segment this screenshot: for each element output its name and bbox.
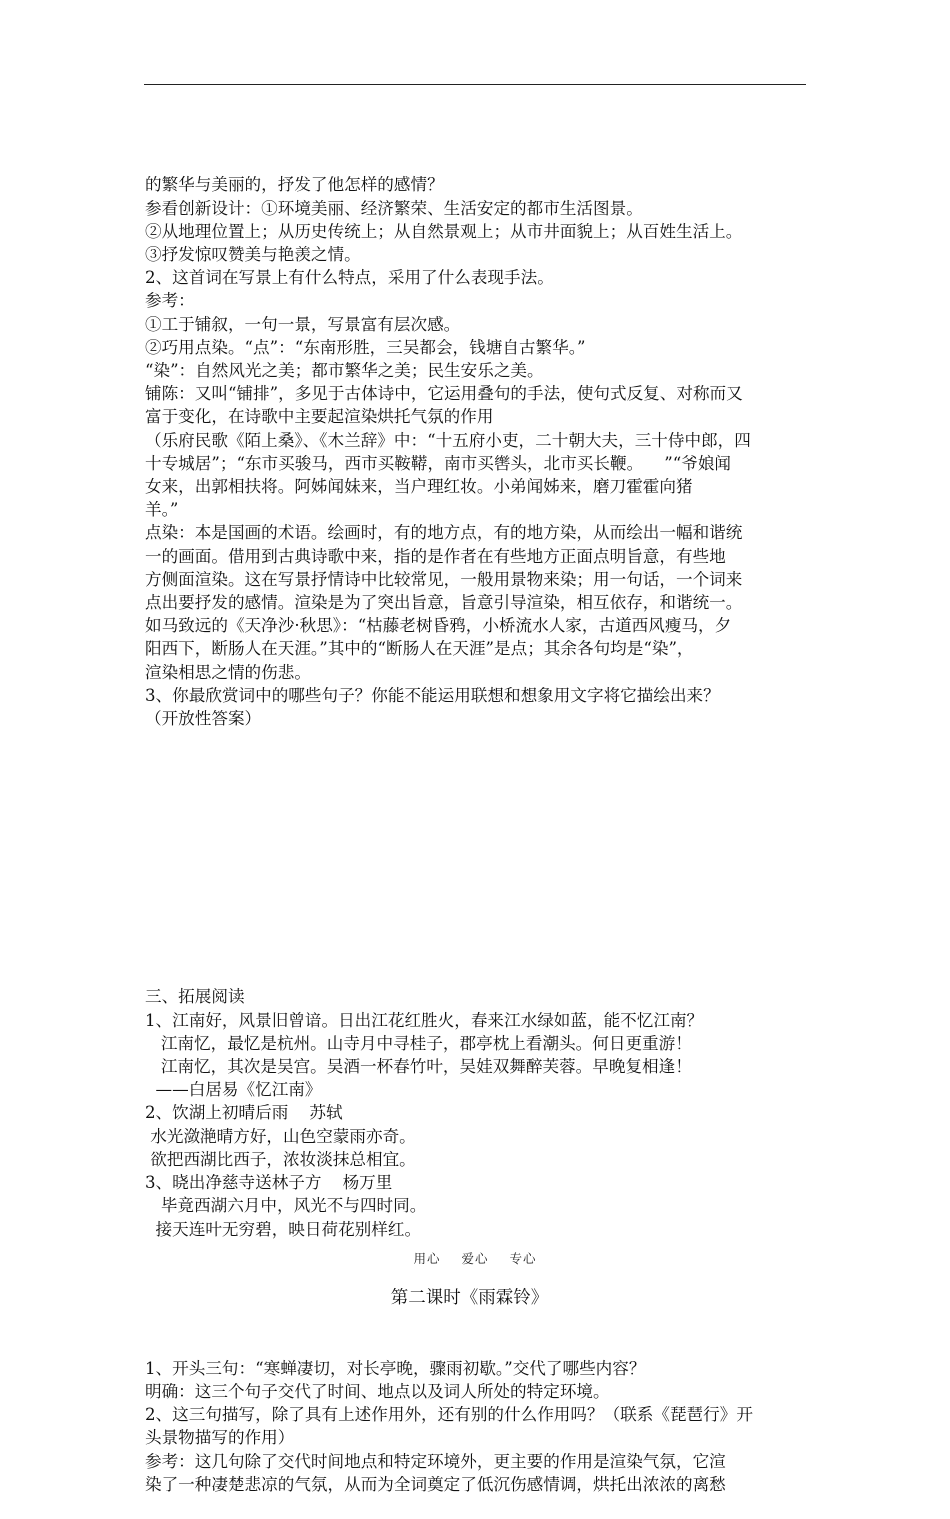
section-analysis xyxy=(145,173,810,730)
text-line: （开放性答案） xyxy=(145,709,262,729)
text-line: 羊。” xyxy=(145,500,179,520)
text-line: 染了一种凄楚悲凉的气氛，从而为全词奠定了低沉伤感情调，烘托出浓浓的离愁 xyxy=(145,1474,726,1494)
header-rule xyxy=(144,84,806,85)
text-line: 2、这首词在写景上有什么特点，采用了什么表现手法。 xyxy=(145,268,554,288)
text-line: 铺陈：又叫“铺排”，多见于古体诗中，它运用叠句的手法，使句式反复、对称而又 xyxy=(145,384,743,404)
text-line: 如马致远的《天净沙·秋思》：“枯藤老树昏鸦，小桥流水人家，古道西风瘦马，夕 xyxy=(145,616,732,636)
text-line: “染”：自然风光之美；都市繁华之美；民生安乐之美。 xyxy=(145,361,544,381)
text-line: 女来，出郭相扶将。阿姊闻妹来，当户理红妆。小弟闻姊来，磨刀霍霍向猪 xyxy=(145,477,693,497)
blank-line xyxy=(145,916,810,939)
text-line: 头景物描写的作用） xyxy=(145,1428,295,1448)
text-line: 接天连叶无穷碧，映日荷花别样红。 xyxy=(145,1219,422,1239)
text-line: 参看创新设计：①环境美丽、经济繁荣、生活安定的都市生活图景。 xyxy=(145,198,643,218)
text-line: 江南忆，其次是吴宫。吴酒一杯春竹叶，吴娃双舞醉芙蓉。早晚复相逢！ xyxy=(145,1057,692,1077)
text-line: 欲把西湖比西子，浓妆淡抹总相宜。 xyxy=(145,1149,416,1169)
text-line: 2、这三句描写，除了具有上述作用外，还有别的什么作用吗？（联系《琵琶行》开 xyxy=(145,1405,753,1425)
blank-line xyxy=(145,846,810,869)
text-line: 方侧面渲染。这在写景抒情诗中比较常见，一般用景物来染；用一句话，一个词来 xyxy=(145,569,743,589)
text-line: 点出要抒发的感情。渲染是为了突出旨意，旨意引导渲染，相互依存，和谐统一。 xyxy=(145,593,743,613)
text-line: 阳西下，断肠人在天涯。”其中的“断肠人在天涯”是点；其余各句均是“染”， xyxy=(145,639,694,659)
blank-line xyxy=(145,777,810,800)
text-line: 1、开头三句：“寒蝉凄切，对长亭晚，骤雨初歇。”交代了哪些内容？ xyxy=(145,1358,646,1378)
text-line: 3、晓出净慈寺送林子方 杨万里 xyxy=(145,1173,393,1193)
text-line: 2、饮湖上初晴后雨 苏轼 xyxy=(145,1103,343,1123)
text-line: 的繁华与美丽的，抒发了他怎样的感情？ xyxy=(145,175,444,195)
text-line: 参考：这几句除了交代时间地点和特定环境外，更主要的作用是渲染气氛，它渲 xyxy=(145,1451,726,1471)
lesson-title: 第二课时《雨霖铃》 xyxy=(390,1288,549,1309)
text-line: 十专城居”；“东市买骏马，西市买鞍鞯，南市买辔头，北市买长鞭。 ”“爷娘闻 xyxy=(145,453,732,473)
text-line: 三、拓展阅读 xyxy=(145,987,245,1007)
text-line: 水光潋滟晴方好，山色空蒙雨亦奇。 xyxy=(145,1126,416,1146)
text-line: （乐府民歌《陌上桑》、《木兰辞》中：“十五府小吏，二十朝大夫，三十侍中郎，四 xyxy=(145,430,751,450)
text-line: ①工于铺叙，一句一景，写景富有层次感。 xyxy=(145,314,461,334)
text-line: 点染：本是国画的术语。绘画时，有的地方点，有的地方染，从而绘出一幅和谐统 xyxy=(145,523,743,543)
document-body xyxy=(145,127,810,1519)
text-line: 富于变化，在诗歌中主要起渲染烘托气氛的作用 xyxy=(145,407,494,427)
page-footer: 用心 爱心 专心 xyxy=(413,1251,537,1266)
text-line: 渲染相思之情的伤悲。 xyxy=(145,662,311,682)
section-lesson-two xyxy=(145,1357,810,1496)
text-line: 参考： xyxy=(145,291,195,311)
section-extended-reading xyxy=(145,985,810,1240)
text-line: ②从地理位置上；从历史传统上；从自然景观上；从市井面貌上；从百姓生活上。 xyxy=(145,221,743,241)
text-line: ③抒发惊叹赞美与艳羡之情。 xyxy=(145,245,361,265)
text-line: 1、江南好，风景旧曾谙。日出江花红胜火，春来江水绿如蓝，能不忆江南？ xyxy=(145,1010,704,1030)
text-line: 明确：这三个句子交代了时间、地点以及词人所处的特定环境。 xyxy=(145,1381,610,1401)
text-line: 3、你最欣赏词中的哪些句子？你能不能运用联想和想象用文字将它描绘出来？ xyxy=(145,685,720,705)
text-line: 毕竟西湖六月中，风光不与四时同。 xyxy=(145,1196,427,1216)
text-line: ——白居易《忆江南》 xyxy=(145,1080,322,1100)
text-line: ②巧用点染。“点”：“东南形胜，三吴都会，钱塘自古繁华。” xyxy=(145,337,586,357)
text-line: 江南忆，最忆是杭州。山寺月中寻桂子，郡亭枕上看潮头。何日更重游！ xyxy=(145,1033,692,1053)
text-line: 一的画面。借用到古典诗歌中来，指的是作者在有些地方正面点明旨意，有些地 xyxy=(145,546,726,566)
